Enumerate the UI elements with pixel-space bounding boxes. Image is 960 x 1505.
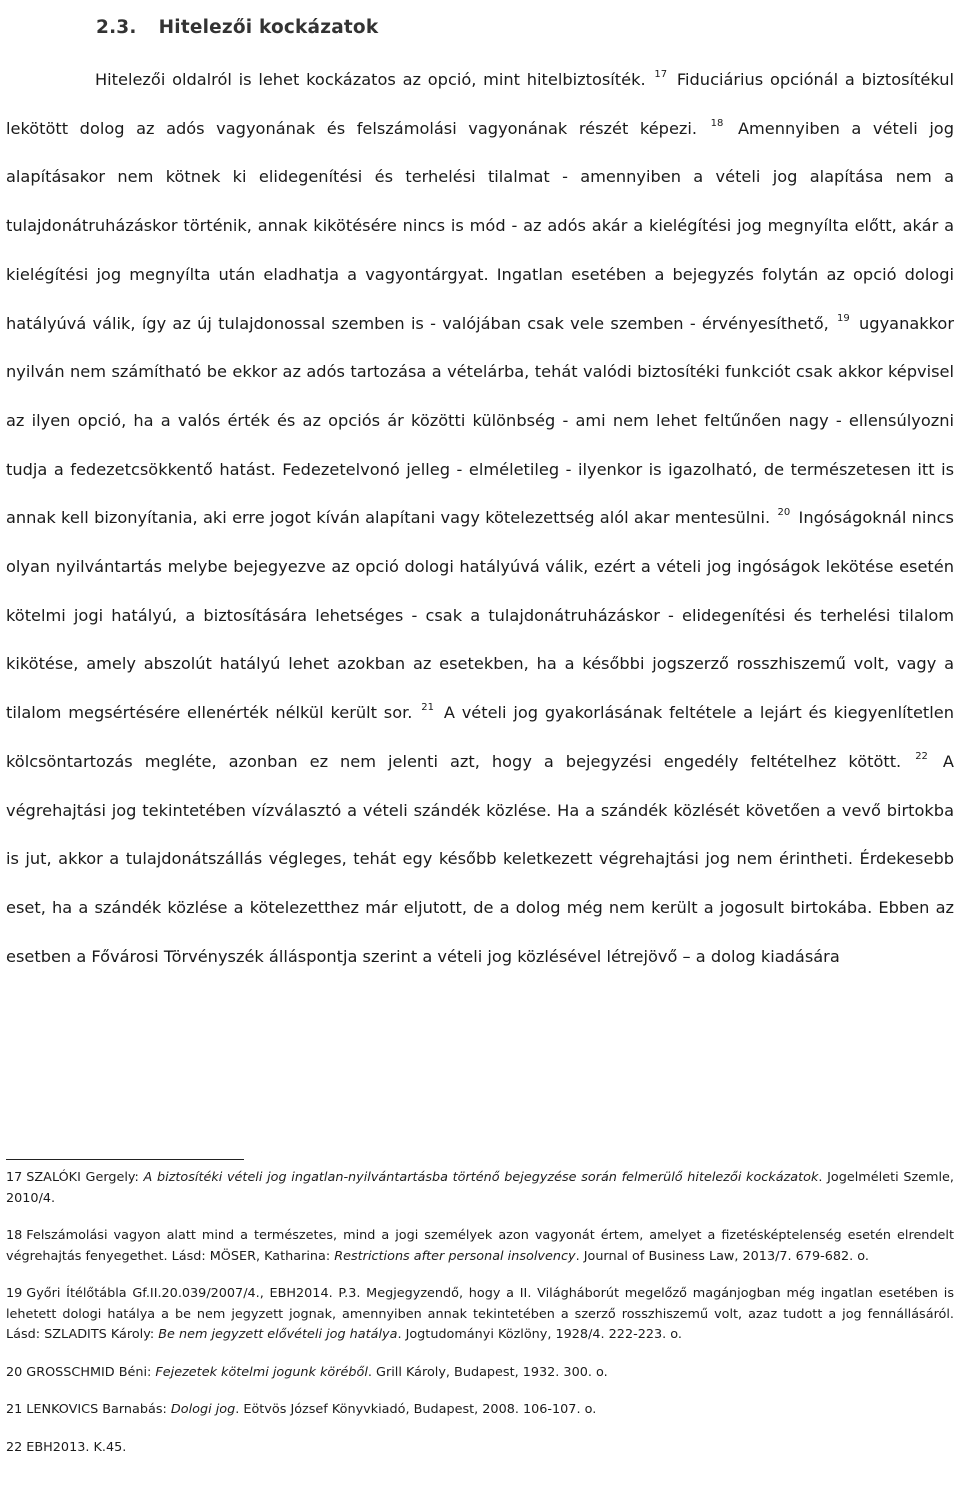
section-heading [96,17,378,38]
body-text-run: Ingóságoknál nincs olyan nyilvántartás melybe bejegyezve az opció dologi hatályúvá válik, ezért a vételi jog ingóságok lekötése esetén kötelmi jogi hatályú, a biztosítására lehetséges - csak a tulajdonátruházáskor - elidegenítési és terhelési tilalom kikötése, amely abszolút hatályú lehet azokban az esetekben, ha a későbbi jogszerző rosszhiszemű volt, vagy a tilalom megsértésére ellenérték nélkül került sor. [6,508,954,723]
body-text-run: A vételi jog gyakorlásának feltétele a lejárt és kiegyenlítetlen kölcsöntartozás megléte, azonban ez nem jelenti azt, hogy a bejegyzési engedély feltételhez kötött. [6,703,954,771]
footnote-number: 18 [6,1228,23,1243]
footnote-title: Fejezetek kötelmi jogunk köréből [155,1364,368,1380]
footnote-number: 20 [6,1364,23,1380]
footnote-number: 21 [6,1402,23,1417]
footnote-text: . Jogelméleti Szemle, 2010/4. [6,1170,954,1206]
footnote-separator [6,1159,244,1160]
footnote-text: GROSSCHMID Béni: [26,1364,156,1380]
footnote-20 [6,1363,954,1384]
body-text-run: ugyanakkor nyilván nem számítható be ekkor az adós tartozása a vételárba, tehát valódi biztosítéki funkciót csak akkor képvisel az ilyen opció, ha a valós érték és az opciós ár közötti különbség - ami nem lehet feltűnően nagy - ellensúlyozni tudja a fedezetcsökkentő hatást. Fedezetelvonó jelleg - elméletileg - ilyenkor is igazolható, de természetesen itt is annak kell bizonyítania, aki erre jogot kíván alapítani vagy kötelezettség alól akar mentesülni. [6,313,954,528]
footnote-text: Felszámolási vagyon alatt mind a természetes, mind a jogi személyek azon vagyonát értem, amelyet a fizetésképtelenség esetén elrendelt végrehajtás fenyegethet. Lásd: MÖSER, Katharina: [6,1228,954,1264]
body-text-run: Hitelezői oldalról is lehet kockázatos az opció, mint hitelbiztosíték. [95,70,646,89]
body-text-run: Amennyiben a vételi jog alapításakor nem kötnek ki elidegenítési és terhelési tilalmat - amennyiben a vételi jog alapítása nem a tulajdonátruházáskor történik, annak kikötésére nincs is mód - az adós akár a kielégítési jog megnyílta előtt, akár a kielégítési jog megnyílta után eladhatja a vagyontárgyat. Ingatlan esetében a bejegyzés folytán az opció dologi hatályúvá válik, így az új tulajdonossal szemben is - valójában csak vele szemben - érvényesíthető, [6,118,954,333]
footnote-text: . Eötvös József Könyvkiadó, Budapest, 2008. 106-107. o. [235,1402,597,1417]
footnote-21 [6,1400,954,1421]
footnote-text: SZALÓKI Gergely: [26,1170,144,1185]
footnote-text: . Grill Károly, Budapest, 1932. 300. o. [367,1364,608,1380]
footnote-ref-18[interactable]: 18 [710,117,724,129]
footnote-title: Dologi jog [170,1402,236,1417]
footnote-ref-17[interactable]: 17 [654,69,668,80]
footnote-17 [6,1168,954,1209]
footnote-number: 19 [6,1286,23,1301]
footnote-22 [6,1438,954,1459]
footnote-19 [6,1284,954,1346]
footnote-title: A biztosítéki vételi jog ingatlan-nyilvántartásba történő bejegyzése során felmerülő hitelezői kockázatok [143,1170,819,1185]
section-title: Hitelezői kockázatok [158,17,379,39]
footnote-text: LENKOVICS Barnabás: [26,1402,171,1417]
footnote-text: EBH2013. K.45. [26,1439,127,1455]
section-number: 2.3. [96,17,137,39]
footnote-18 [6,1226,954,1267]
footnote-number: 22 [6,1439,23,1455]
footnote-text: Győri Ítélőtábla Gf.II.20.039/2007/4., EBH2014. P.3. Megjegyzendő, hogy a II. Világháborút megelőző magánjogban még ingatlan esetében is lehetett dologi hatálya a be nem jegyzett jognak, amennyiben annak tekintetében a szerző rosszhiszemű volt, azaz tudott a jog fennállásáról. Lásd: SZLADITS Károly: [6,1286,954,1342]
footnote-ref-19[interactable]: 19 [837,312,850,324]
footnote-ref-22[interactable]: 22 [915,750,928,762]
body-text-run: Fiduciárius opciónál a biztosítékul lekötött dolog az adós vagyonának és felszámolási vagyonának részét képezi. [6,70,954,138]
body-text-run: A végrehajtási jog tekintetében vízválasztó a vételi szándék közlése. Ha a szándék közlését követően a vevő birtokba is jut, akkor a tulajdonátszállás végleges, tehát egy később keletkezett végrehajtási jog nem érintheti. Érdekesebb eset, ha a szándék közlése a kötelezetthez már eljutott, de a dolog még nem került a jogosult birtokába. Ebben az esetben a Fővárosi Törvényszék álláspontja szerint a vételi jog közlésével létrejövő – a dolog kiadására [6,751,954,966]
footnote-ref-21[interactable]: 21 [421,702,434,714]
footnote-text: . Journal of Business Law, 2013/7. 679-682. o. [575,1248,869,1264]
footnote-number: 17 [6,1170,23,1185]
body-paragraph [6,56,954,981]
footnotes-section [6,1168,954,1475]
footnote-text: . Jogtudományi Közlöny, 1928/4. 222-223. o. [397,1327,682,1342]
footnote-title: Be nem jegyzett elővételi jog hatálya [158,1327,398,1342]
footnote-ref-20[interactable]: 20 [777,507,791,519]
footnote-title: Restrictions after personal insolvency [334,1248,576,1264]
